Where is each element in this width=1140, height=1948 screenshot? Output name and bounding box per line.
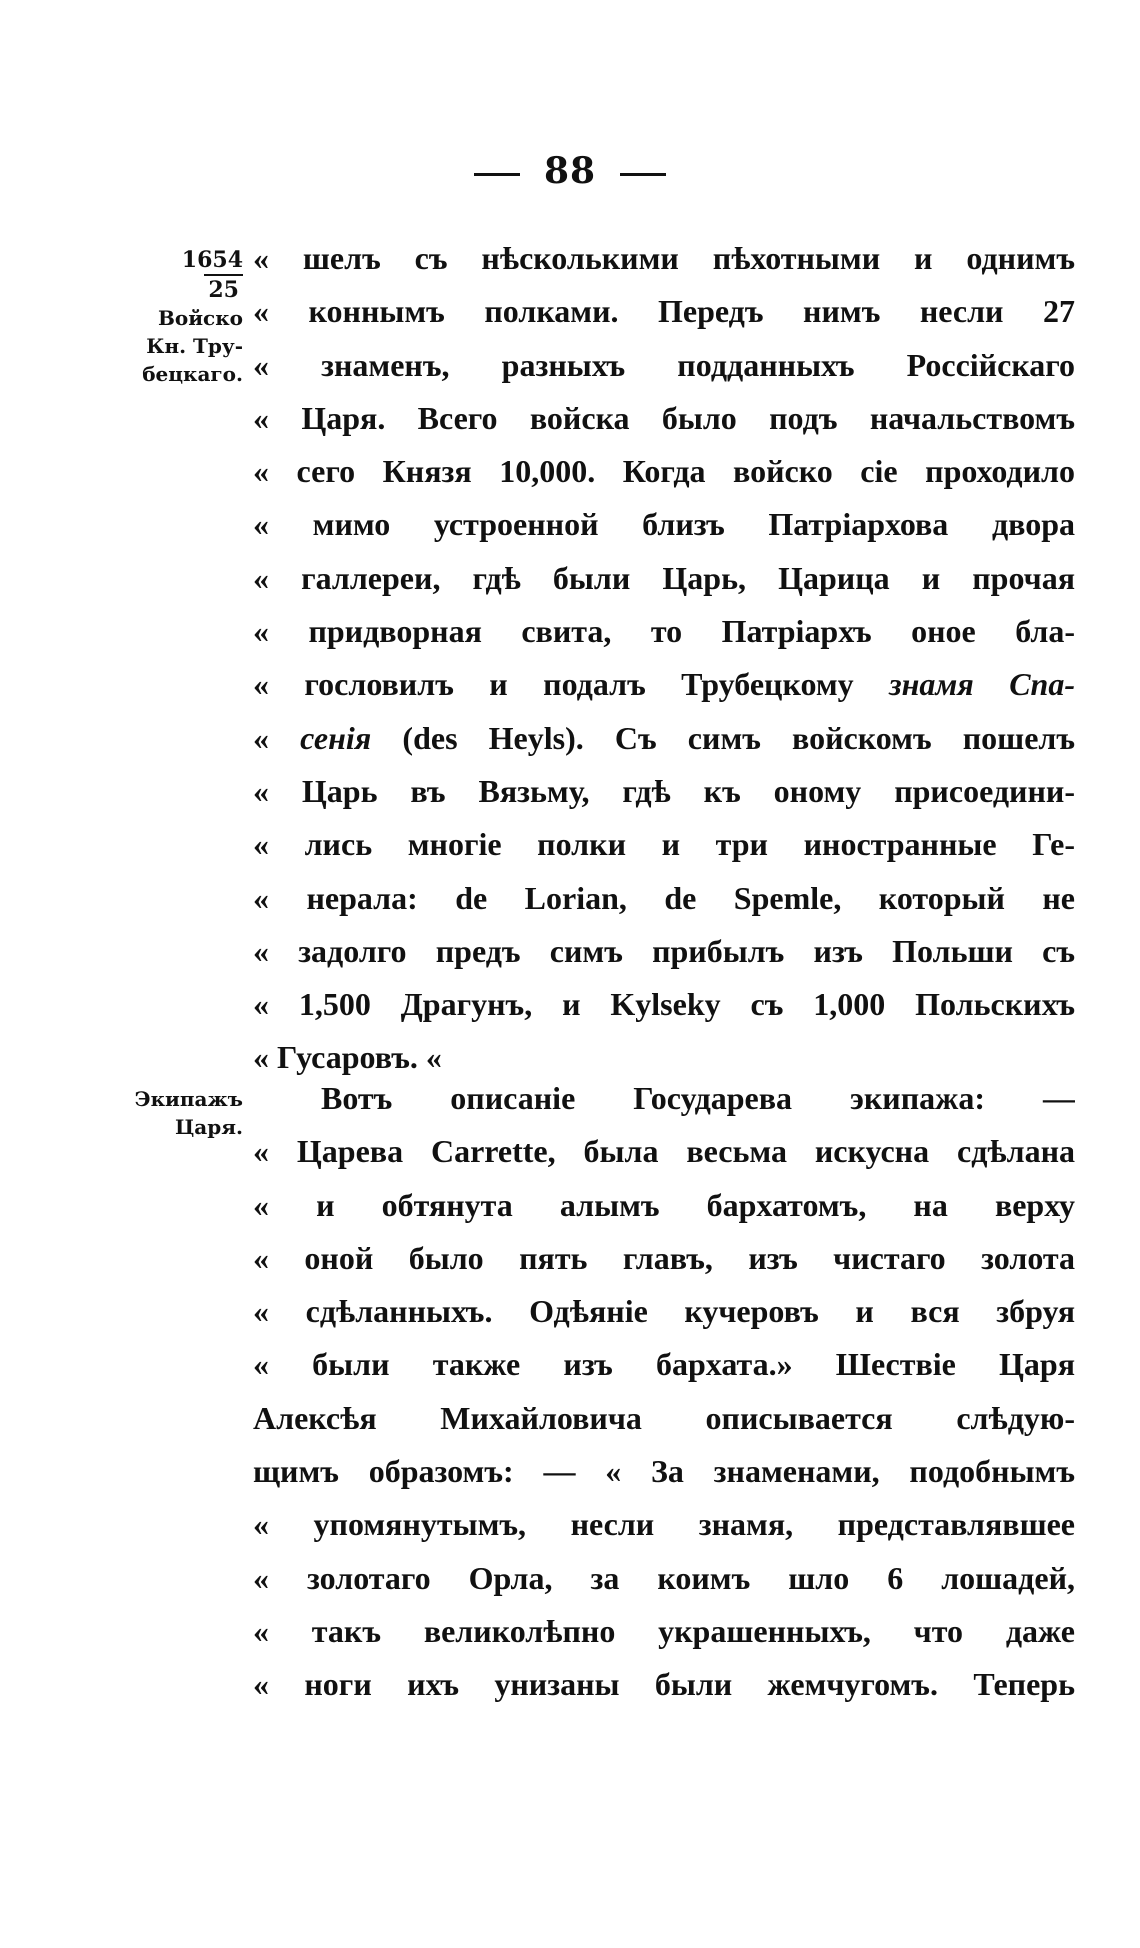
- margin-note-line: Экипажъ: [134, 1087, 243, 1111]
- text-line: « оной было пять главъ, изъ чистаго золота: [253, 1239, 1075, 1276]
- italic-phrase: знамя Спа-: [889, 666, 1075, 703]
- text-segment: «: [253, 719, 269, 756]
- text-line: « мимо устроенной близъ Патріархова двора: [253, 506, 1075, 543]
- margin-note-year: 1654: [181, 247, 243, 273]
- text-line: « лись многіе полки и три иностранные Ге-: [253, 826, 1075, 863]
- text-segment: « гословилъ и подалъ Трубецкому: [253, 666, 854, 703]
- text-line: « галлереи, гдѣ были Царь, Царица и прочая: [253, 559, 1075, 596]
- text-line: « шелъ съ нѣсколькими пѣхотными и однимъ: [253, 240, 1075, 276]
- text-segment: (des Heyls). Съ симъ войскомъ пошелъ: [402, 719, 1075, 756]
- text-line: « такъ великолѣпно украшенныхъ, что даже: [253, 1612, 1075, 1649]
- text-line: Вотъ описаніе Государева экипажа: —: [321, 1080, 1075, 1116]
- text-line: « сего Князя 10,000. Когда войско сіе проходило: [253, 453, 1075, 490]
- page-number: 88: [543, 150, 597, 192]
- text-line: Алексѣя Михайловича описывается слѣдую-: [253, 1399, 1075, 1436]
- text-line: « золотаго Орла, за коимъ шло 6 лошадей,: [253, 1559, 1075, 1596]
- text-line: « Царь въ Вязьму, гдѣ къ оному присоедини-: [253, 772, 1075, 809]
- text-line: « Царева Carrette, была весьма искусна сдѣлана: [253, 1133, 1075, 1170]
- margin-note-day: 25: [204, 274, 243, 304]
- text-line: [253, 658, 1075, 711]
- margin-note-line: бецкаго.: [142, 362, 243, 386]
- text-line: « упомянутымъ, несли знамя, представлявшее: [253, 1506, 1075, 1543]
- text-line: « придворная свита, то Патріархъ оное бла-: [253, 613, 1075, 650]
- text-line: щимъ образомъ: — « За знаменами, подобнымъ: [253, 1453, 1075, 1490]
- text-line: « 1,500 Драгунъ, и Kylseky съ 1,000 Польскихъ: [253, 986, 1075, 1023]
- margin-note-line: Кн. Тру-: [146, 334, 243, 358]
- italic-phrase: сенія: [300, 719, 372, 756]
- text-line: [253, 712, 1075, 765]
- text-line: « были также изъ бархата.» Шествіе Царя: [253, 1346, 1075, 1383]
- text-line: « задолго предъ симъ прибылъ изъ Польши съ: [253, 932, 1075, 969]
- page-number-header: [0, 150, 1140, 192]
- text-line: « коннымъ полками. Передъ нимъ несли 27: [253, 293, 1075, 330]
- paragraph-1: [253, 232, 1075, 1085]
- paragraph-2: [253, 1072, 1075, 1712]
- margin-note-troops: [118, 246, 243, 388]
- margin-note-carriage: [118, 1085, 243, 1141]
- header-dash-right: [620, 173, 666, 176]
- text-line: « знаменъ, разныхъ подданныхъ Россійскаго: [253, 346, 1075, 383]
- text-line: « и обтянута алымъ бархатомъ, на верху: [253, 1186, 1075, 1223]
- margin-note-line: Царя.: [174, 1115, 243, 1139]
- text-line: « Царя. Всего войска было подъ начальствомъ: [253, 399, 1075, 436]
- margin-note-line: Войско: [157, 306, 243, 330]
- text-line: « ноги ихъ унизаны были жемчугомъ. Теперь: [253, 1666, 1075, 1703]
- text-line: « Гусаровъ. «: [253, 1039, 442, 1076]
- header-dash-left: [474, 173, 520, 176]
- text-line: « нерала: de Lorian, de Spemle, который не: [253, 879, 1075, 916]
- text-line: « сдѣланныхъ. Одѣяніе кучеровъ и вся збруя: [253, 1293, 1075, 1330]
